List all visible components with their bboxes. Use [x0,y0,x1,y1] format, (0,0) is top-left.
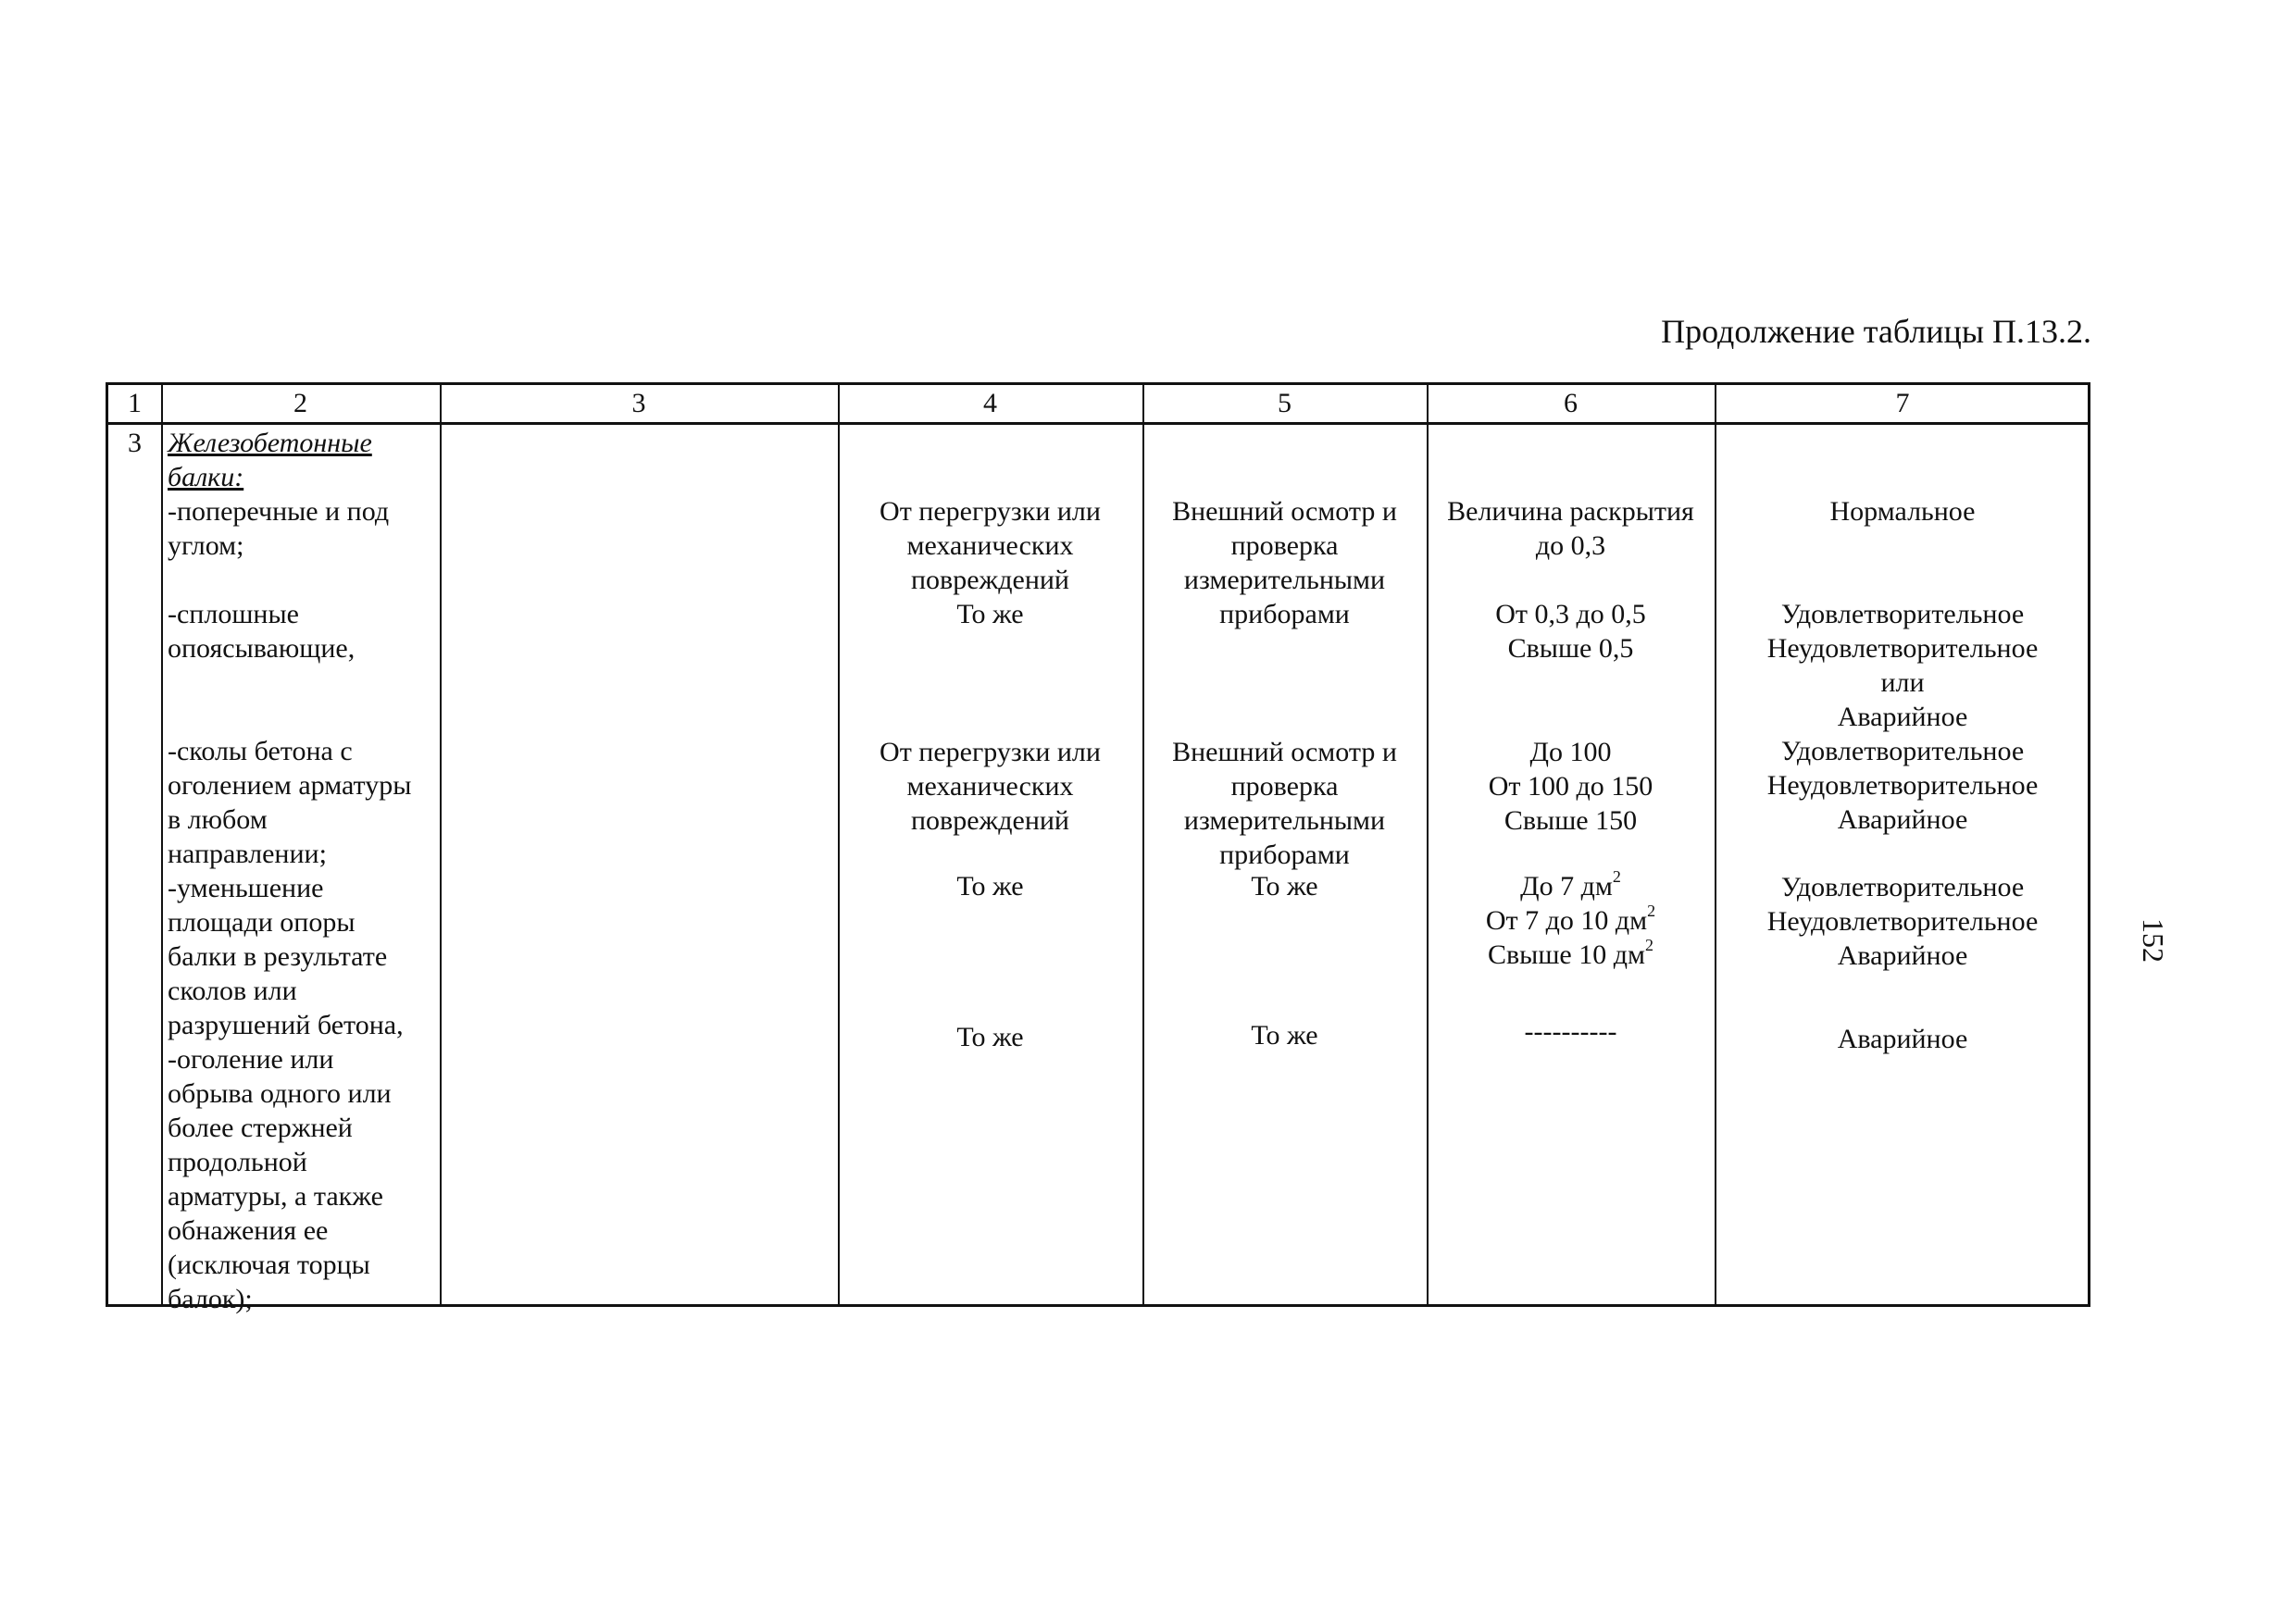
description-line: (исключая торцы [168,1250,370,1280]
description-line: продольной [168,1147,307,1177]
page-number: 152 [2137,918,2170,963]
description-line: -сколы бетона с [168,736,353,766]
description-line: оголением арматуры [168,770,412,801]
method-line: приборами [1219,599,1350,629]
state-group-2 [1715,734,2090,837]
criteria-group-1 [1427,494,1715,563]
method-same: То же [1251,871,1318,902]
criteria-line: До 100 [1529,737,1612,767]
description-line: опоясывающие, [168,633,356,664]
description-line: -оголение или [168,1044,334,1075]
header-col-5: 5 [1278,388,1292,418]
header-divider [108,422,2088,425]
description-line: арматуры, а также [168,1181,383,1212]
description-line [168,700,411,734]
row-number: 3 [128,428,142,458]
criteria-line [1427,869,1715,903]
description-line [168,563,411,597]
element-description [168,426,411,1316]
criteria-group-3 [1427,735,1715,838]
description-line: -сплошные [168,599,299,629]
state-line: Аварийное [1837,940,1968,971]
header-col-7: 7 [1895,388,1910,418]
criteria-line: до 0,3 [1535,530,1606,561]
inspection-table [106,382,2090,1314]
criteria-dash: ---------- [1524,1016,1617,1047]
criteria-line: От 100 до 150 [1488,771,1653,802]
header-col-2: 2 [293,388,307,418]
cause-line: механических [906,771,1074,802]
header-col-3: 3 [631,388,646,418]
cause-group-2 [838,735,1142,838]
state-line: Неудовлетворительное [1766,633,2039,664]
state-emergency: Аварийное [1837,1024,1968,1054]
method-line: измерительными [1183,565,1386,595]
column-divider [161,385,163,1304]
header-col-1: 1 [128,388,142,418]
criteria-group-2 [1427,597,1715,665]
description-line: обрыва одного или [168,1078,392,1109]
cause-group-1 [838,494,1142,631]
cause-line: механических [906,530,1074,561]
state-line: Удовлетворительное [1780,736,2025,766]
description-line [168,665,411,700]
method-group-2 [1142,735,1427,872]
method-line: проверка [1230,530,1339,561]
state-line: Удовлетворительное [1780,599,2025,629]
method-line: измерительными [1183,805,1386,836]
criteria-line [1427,938,1715,972]
method-line: Внешний осмотр и [1172,496,1397,527]
description-line: балки в результате [168,941,388,972]
state-line: Неудовлетворительное [1766,770,2039,801]
criteria-line: Величина раскрытия [1447,496,1694,527]
superscript: 2 [1612,867,1621,886]
description-line: -уменьшение [168,873,324,903]
criteria-line [1427,903,1715,938]
cause-line: От перегрузки или [880,496,1101,527]
state-line: Неудовлетворительное [1766,906,2039,937]
cause-line: повреждений [910,805,1069,836]
superscript: 2 [1645,936,1653,954]
description-line: сколов или [168,976,297,1006]
state-line: Удовлетворительное [1780,872,2025,902]
criteria-text: От 7 до 10 дм [1485,905,1648,936]
state-line: или [1880,667,1925,698]
state-line: Аварийное [1837,804,1968,835]
criteria-line: От 0,3 до 0,5 [1495,599,1646,629]
description-line: обнажения ее [168,1215,329,1246]
state-normal: Нормальное [1829,496,1976,527]
state-group-3 [1715,870,2090,973]
description-line: площади опоры [168,907,356,938]
cause-line: повреждений [910,565,1069,595]
criteria-text: До 7 дм [1520,871,1613,902]
description-line: более стержней [168,1113,353,1143]
element-title-line: Железобетонные [168,428,372,458]
element-title-line: балки: [168,462,244,492]
description-line: балок); [168,1284,253,1314]
criteria-group-4 [1427,869,1715,972]
description-line: -поперечные и под [168,496,390,527]
state-group-1 [1715,597,2090,734]
column-divider [440,385,442,1304]
method-line: Внешний осмотр и [1172,737,1397,767]
cause-line: От перегрузки или [880,737,1101,767]
description-line: направлении; [168,839,327,869]
method-same: То же [1251,1020,1318,1051]
method-group-1 [1142,494,1427,631]
header-col-6: 6 [1564,388,1578,418]
criteria-text: Свыше 10 дм [1488,939,1645,970]
state-line: Аварийное [1837,702,1968,732]
superscript: 2 [1647,902,1656,920]
criteria-line: Свыше 0,5 [1507,633,1634,664]
description-line: в любом [168,804,268,835]
table-caption: Продолжение таблицы П.13.2. [1661,313,2091,350]
method-line: проверка [1230,771,1339,802]
method-line: приборами [1219,840,1350,870]
criteria-line: Свыше 150 [1504,805,1638,836]
header-col-4: 4 [983,388,997,418]
cause-same: То же [956,871,1024,902]
cause-same: То же [956,1022,1024,1052]
cause-line: То же [956,599,1024,629]
description-line: разрушений бетона, [168,1010,404,1040]
description-line: углом; [168,530,244,561]
